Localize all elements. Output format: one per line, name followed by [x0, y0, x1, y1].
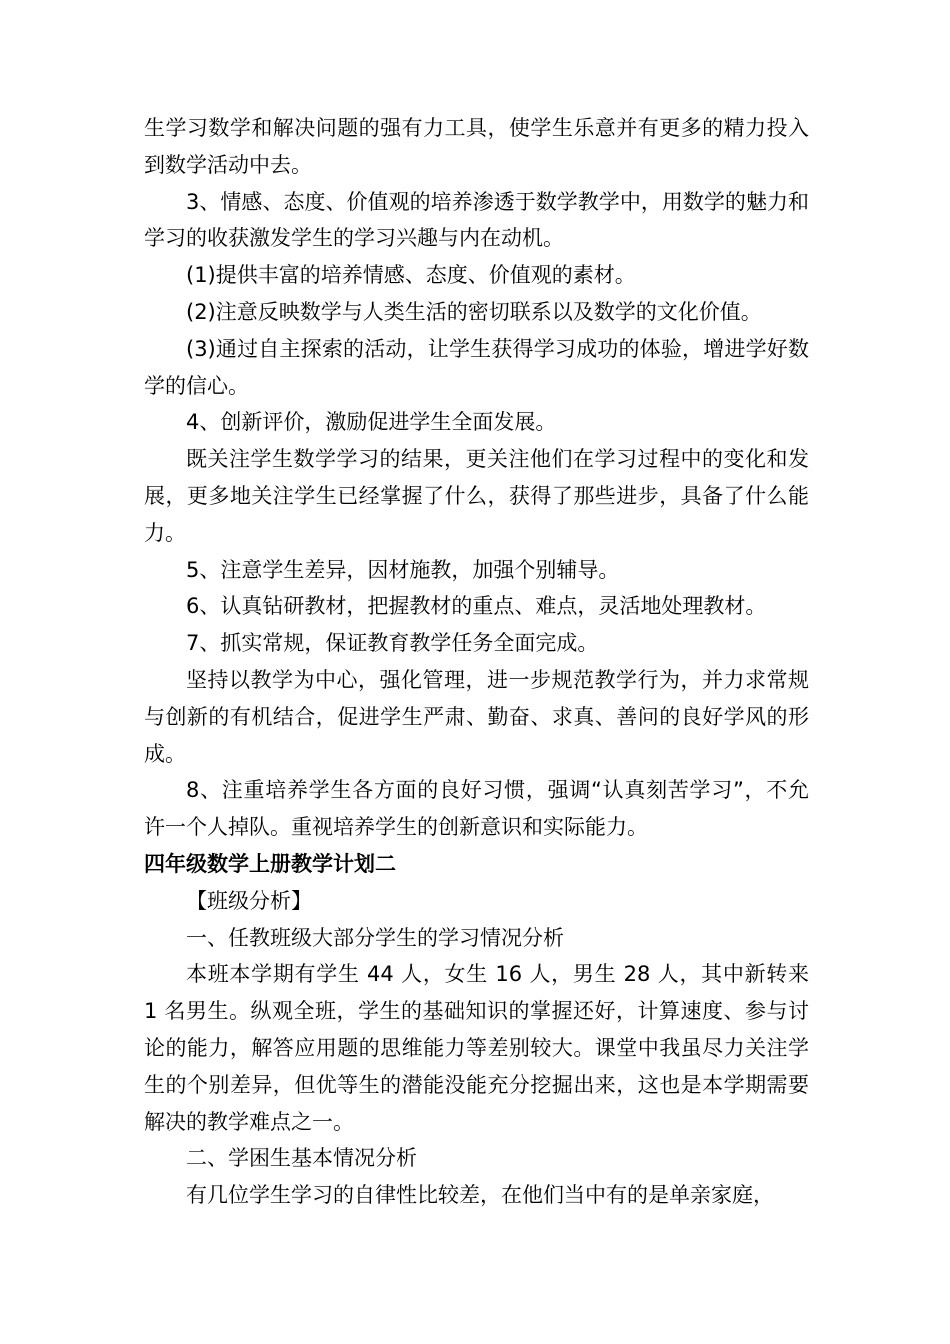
paragraph-item-6: 6、认真钻研教材，把握教材的重点、难点，灵活地处理教材。	[186, 594, 767, 619]
subsection-heading-2: 二、学困生基本情况分析	[186, 1146, 417, 1171]
paragraph: 坚持以教学为中心，强化管理，进一步规范教学行为，并力求常规与创新的有机结合，促进学生严肃、勤奋、求真、善问的良好学风的形成。	[144, 667, 809, 766]
paragraph: 有几位学生学习的自律性比较差，在他们当中有的是单亲家庭，	[186, 1183, 774, 1208]
section-heading: 四年级数学上册教学计划二	[144, 851, 396, 876]
paragraph: 生学习数学和解决问题的强有力工具，使学生乐意并有更多的精力投入到数学活动中去。	[144, 116, 809, 177]
subsection-heading-1: 一、任教班级大部分学生的学习情况分析	[186, 925, 564, 950]
paragraph-item-7: 7、抓实常规，保证教育教学任务全面完成。	[186, 631, 599, 656]
paragraph-subitem-2: (2)注意反映数学与人类生活的密切联系以及数学的文化价值。	[186, 299, 762, 324]
paragraph: 既关注学生数学学习的结果，更关注他们在学习过程中的变化和发展，更多地关注学生已经掌握了什么，获得了那些进步，具备了什么能力。	[144, 447, 809, 545]
paragraph-subitem-3: (3)通过自主探索的活动，让学生获得学习成功的体验，增进学好数学的信心。	[144, 336, 809, 398]
paragraph-item-5: 5、注意学生差异，因材施教，加强个别辅导。	[186, 557, 620, 582]
paragraph-item-3: 3、情感、态度、价值观的培养渗透于数学教学中，用数学的魅力和学习的收获激发学生的学习兴趣与内在动机。	[144, 189, 809, 251]
document-body	[144, 110, 809, 1214]
paragraph: 本班本学期有学生 44 人，女生 16 人，男生 28 人，其中新转来 1 名男生。纵观全班，学生的基础知识的掌握还好，计算速度、参与讨论的能力，解答应用题的思维能力等差别较大。课堂中我虽尽力关注学生的个别差异，但优等生的潜能没能充分挖掘出来，这也是本学期需要解决的教学难点之一。	[144, 962, 809, 1134]
paragraph-subitem-1: (1)提供丰富的培养情感、态度、价值观的素材。	[186, 263, 636, 288]
subsection-label: 【班级分析】	[186, 888, 312, 913]
paragraph-item-8: 8、注重培养学生各方面的良好习惯，强调“认真刻苦学习”，不允许一个人掉队。重视培养学生的创新意识和实际能力。	[144, 778, 809, 840]
paragraph-item-4: 4、创新评价，激励促进学生全面发展。	[186, 410, 557, 435]
